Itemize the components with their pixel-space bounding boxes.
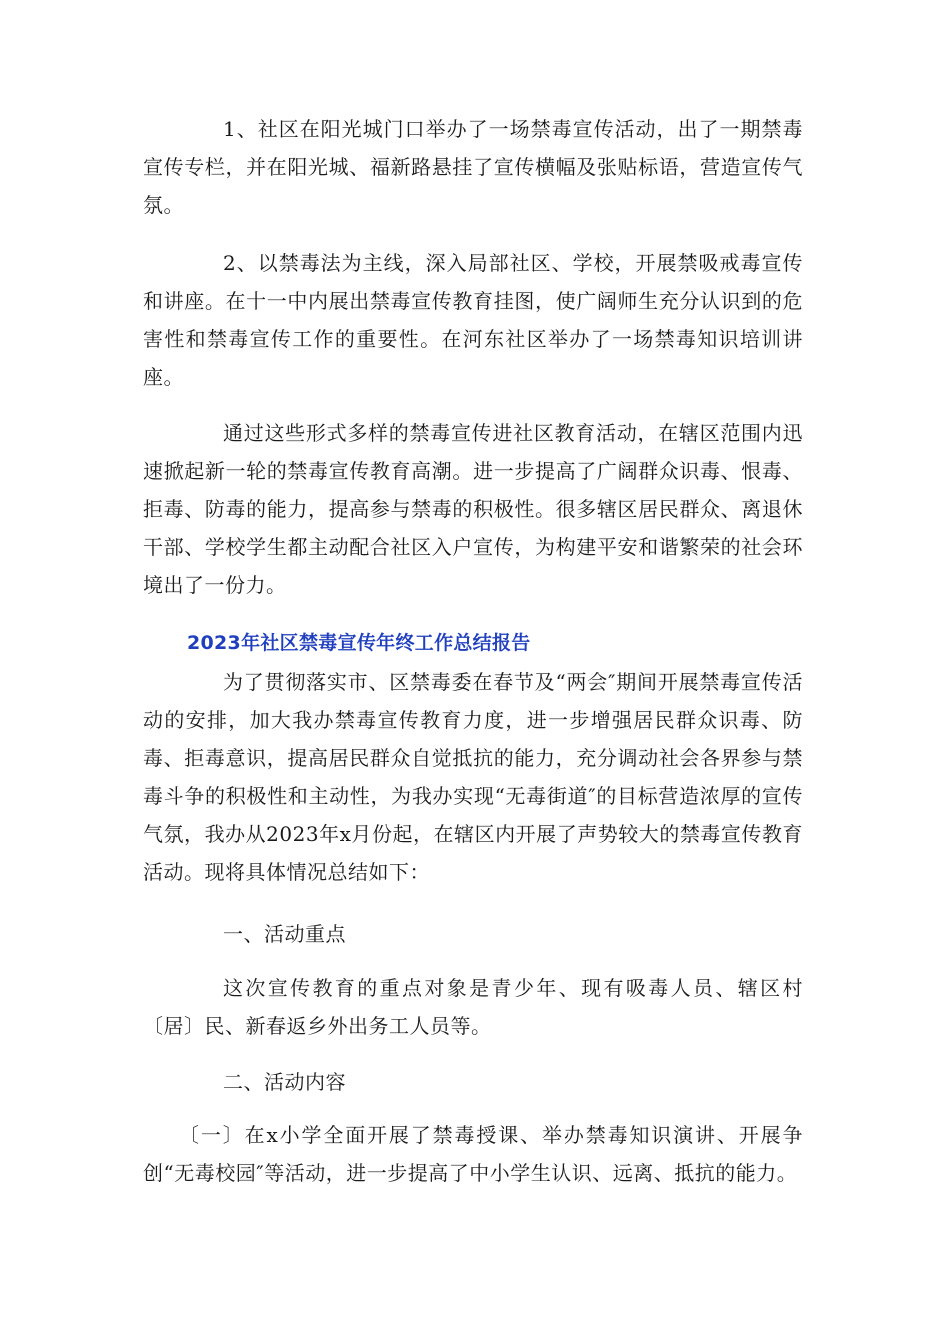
section-title-content: 二、活动内容 (223, 1070, 346, 1094)
report-heading: 2023年社区禁毒宣传年终工作总结报告 (187, 632, 531, 654)
paragraph-report-intro: 为了贯彻落实市、区禁毒委在春节及“两会″期间开展禁毒宣传活动的安排，加大我办禁毒宣传教育力度，进一步增强居民群众识毒、防毒、拒毒意识，提高居民群众自觉抵抗的能力，充分调动社会各界参与禁毒斗争的积极性和主动性，为我办实现“无毒街道″的目标营造浓厚的宣传气氛，我办从2023年x月份起，在辖区内开展了声势较大的禁毒宣传教育活动。现将具体情况总结如下： (143, 670, 803, 884)
paragraph-activity-1: 1、社区在阳光城门口举办了一场禁毒宣传活动，出了一期禁毒宣传专栏，并在阳光城、福新路悬挂了宣传横幅及张贴标语，营造宣传气氛。 (143, 117, 803, 217)
paragraph-content-1: 〔一〕在x小学全面开展了禁毒授课、举办禁毒知识演讲、开展争创“无毒校园″等活动，进一步提高了中小学生认识、远离、抵抗的能力。 (143, 1123, 803, 1185)
paragraph-activity-2: 2、以禁毒法为主线，深入局部社区、学校，开展禁吸戒毒宣传和讲座。在十一中内展出禁毒宣传教育挂图，使广阔师生充分认识到的危害性和禁毒宣传工作的重要性。在河东社区举办了一场禁毒知识培训讲座。 (143, 251, 803, 389)
paragraph-focus: 这次宣传教育的重点对象是青少年、现有吸毒人员、辖区村〔居〕民、新春返乡外出务工人员等。 (143, 976, 803, 1038)
paragraph-summary: 通过这些形式多样的禁毒宣传进社区教育活动，在辖区范围内迅速掀起新一轮的禁毒宣传教育高潮。进一步提高了广阔群众识毒、恨毒、拒毒、防毒的能力，提高参与禁毒的积极性。很多辖区居民群众、离退休干部、学校学生都主动配合社区入户宣传，为构建平安和谐繁荣的社会环境出了一份力。 (143, 421, 803, 597)
section-title-focus: 一、活动重点 (223, 922, 346, 946)
